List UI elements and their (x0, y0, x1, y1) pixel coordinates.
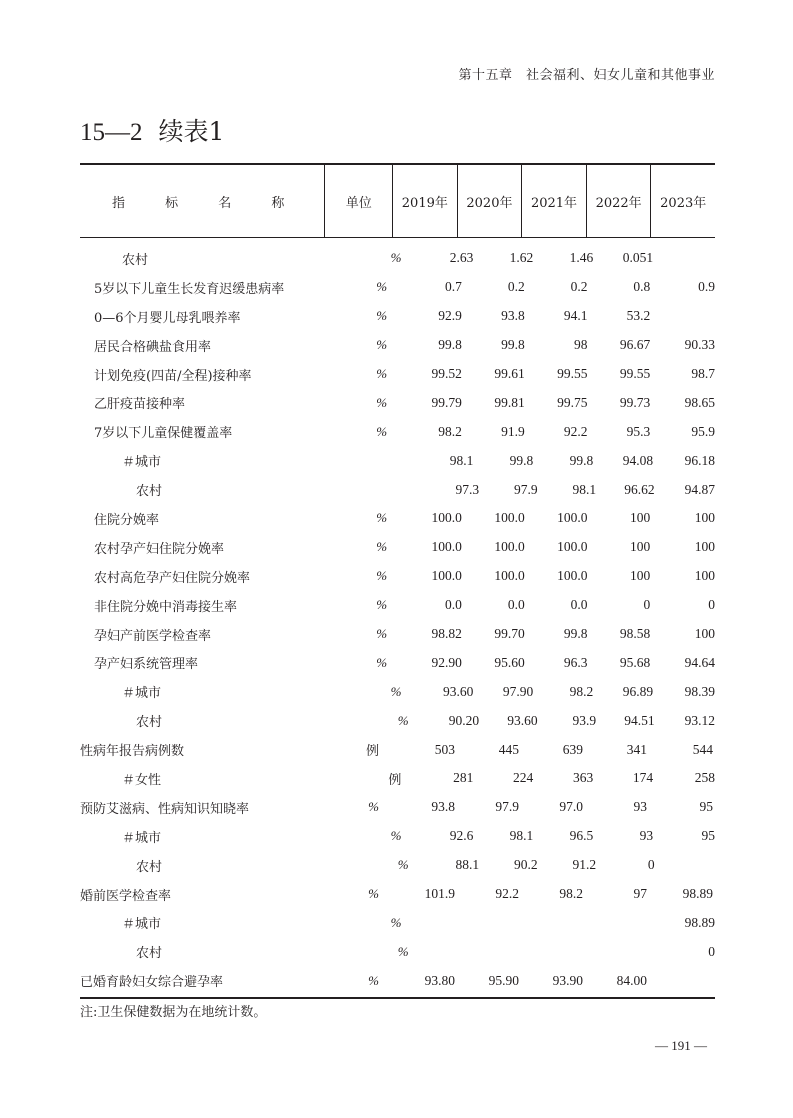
table-cell: 100 (694, 510, 715, 526)
row-label: 孕产妇系统管理率 (94, 657, 199, 673)
table-row (80, 388, 715, 417)
row-unit: 例 (365, 744, 379, 760)
table-cell: 93 (633, 799, 647, 815)
table-cell: 94.51 (624, 712, 655, 728)
table-header (80, 165, 715, 238)
table-cell: 0 (708, 597, 715, 613)
table-row (80, 735, 715, 764)
table-row (80, 591, 715, 620)
table-row (80, 822, 715, 851)
row-label: ＃城市 (122, 917, 162, 933)
table-cell: 98.7 (691, 366, 715, 381)
table-cell: 258 (694, 770, 715, 786)
row-label: 非住院分娩中消毒接生率 (94, 599, 238, 615)
table-cell: 93.90 (552, 972, 583, 988)
table-cell: 101.9 (424, 886, 455, 902)
table-cell: 100 (694, 539, 715, 555)
row-unit: % (376, 308, 388, 324)
table-cell: 94.87 (684, 481, 715, 497)
table-row (80, 908, 715, 937)
footnote: 注:卫生保健数据为在地统计数。 (80, 1005, 267, 1020)
row-unit: % (390, 250, 402, 266)
table-cell: 100 (630, 568, 651, 584)
table-row (80, 504, 715, 533)
row-label: 5岁以下儿童生长发育迟缓患病率 (94, 281, 285, 297)
table-cell: 99.8 (509, 452, 534, 468)
table-cell: 100.0 (494, 568, 525, 584)
row-unit: % (390, 914, 402, 930)
table-row (80, 273, 715, 302)
table-row (80, 706, 715, 735)
table-cell: 0.2 (507, 279, 525, 295)
table-cell: 98.58 (619, 626, 651, 642)
row-label: 已婚育龄妇女综合避孕率 (80, 975, 224, 991)
row-unit: % (376, 654, 388, 670)
table-cell: 98.1 (509, 828, 534, 844)
table-cell: 100 (694, 568, 715, 584)
row-label: 住院分娩率 (94, 512, 160, 528)
table-cell: 544 (692, 741, 713, 757)
table-cell: 0.2 (570, 279, 588, 295)
table-cell: 95.3 (626, 423, 651, 439)
table-row (80, 244, 715, 273)
table-cell: 92.2 (495, 886, 519, 902)
table-cell: 94.08 (622, 452, 654, 468)
table-cell: 93.8 (501, 308, 525, 324)
row-unit: 例 (388, 772, 402, 788)
table-cell: 90.33 (684, 337, 715, 353)
table-cell: 100.0 (431, 568, 462, 584)
column-header-year: 2023年 (660, 195, 707, 211)
table-cell: 94.64 (684, 654, 715, 670)
table-cell: 98 (573, 337, 588, 353)
table-cell: 98.1 (572, 481, 597, 497)
table-cell: 0 (647, 857, 655, 873)
row-unit: % (376, 337, 388, 353)
table-cell: 100.0 (557, 510, 588, 526)
table-cell: 639 (562, 741, 583, 757)
table-row (80, 793, 715, 822)
row-label: 农村高危孕产妇住院分娩率 (94, 570, 251, 586)
table-cell: 174 (632, 770, 654, 786)
row-label: 预防艾滋病、性病知识知晓率 (80, 801, 250, 817)
table-cell: 97.0 (559, 799, 583, 815)
table-cell: 92.90 (431, 654, 462, 670)
table-cell: 99.52 (431, 366, 462, 381)
table-cell: 100.0 (494, 510, 525, 526)
table-cell: 98.2 (559, 886, 583, 902)
row-label: 农村 (136, 484, 163, 500)
table-cell: 0.7 (445, 279, 462, 295)
table-cell: 100 (694, 626, 715, 642)
table-cell: 98.2 (569, 683, 594, 699)
row-unit: % (376, 394, 388, 410)
table-cell: 99.61 (494, 366, 525, 381)
table-cell: 90.20 (448, 712, 480, 728)
table-row (80, 880, 715, 909)
table-cell: 98.65 (684, 394, 715, 410)
table-cell: 98.89 (684, 914, 715, 930)
table-cell: 95.90 (488, 972, 519, 988)
table-title-text: 续表1 (158, 117, 225, 146)
table-cell: 92.2 (563, 423, 588, 439)
row-label: ＃城市 (122, 830, 162, 846)
data-table (80, 163, 715, 999)
table-cell: 503 (434, 741, 455, 757)
table-cell: 100 (630, 539, 651, 555)
column-header-name: 指 标 名 称 (80, 165, 325, 237)
table-cell: 98.39 (684, 683, 715, 699)
row-label: 乙肝疫苗接种率 (94, 397, 186, 413)
table-row (80, 562, 715, 591)
table-cell: 96.62 (624, 481, 655, 497)
table-body (80, 238, 715, 997)
table-row (80, 475, 715, 504)
table-cell: 99.8 (501, 337, 525, 353)
row-label: 农村 (136, 715, 163, 731)
row-unit: % (390, 828, 402, 844)
table-cell: 97.90 (502, 683, 534, 699)
table-cell: 0.9 (698, 279, 715, 295)
table-cell: 100 (630, 510, 651, 526)
table-row (80, 648, 715, 677)
table-title (80, 112, 224, 148)
table-cell: 96.5 (569, 828, 594, 844)
table-cell: 1.46 (569, 250, 594, 266)
table-cell: 100.0 (431, 510, 462, 526)
row-unit: % (376, 539, 388, 555)
row-unit: % (376, 279, 388, 295)
row-label: 农村 (136, 859, 163, 875)
table-cell: 93 (639, 828, 654, 844)
table-cell: 95.9 (691, 423, 715, 439)
table-row (80, 302, 715, 331)
row-unit: % (397, 712, 409, 728)
table-cell: 91.2 (572, 857, 597, 873)
table-cell: 96.67 (619, 337, 651, 353)
table-cell: 99.55 (557, 366, 588, 381)
table-cell: 92.6 (449, 828, 474, 844)
table-cell: 93.60 (507, 712, 538, 728)
table-cell: 224 (513, 770, 534, 786)
table-row (80, 966, 715, 995)
table-cell: 97.9 (495, 799, 519, 815)
table-cell: 0.0 (507, 597, 525, 613)
table-cell: 0.0 (570, 597, 588, 613)
table-cell: 0.8 (633, 279, 651, 295)
table-cell: 99.75 (557, 394, 588, 410)
column-header-year: 2020年 (458, 165, 523, 237)
row-label: 计划免疫(四苗/全程)接种率 (94, 368, 252, 384)
table-cell: 94.1 (563, 308, 588, 324)
table-cell: 0.0 (445, 597, 462, 613)
table-cell: 53.2 (626, 308, 651, 324)
table-row (80, 417, 715, 446)
table-cell: 91.9 (501, 423, 525, 439)
table-cell: 95.60 (494, 654, 525, 670)
row-label: ＃城市 (122, 455, 162, 471)
table-row (80, 620, 715, 649)
table-row (80, 360, 715, 389)
table-row (80, 851, 715, 880)
table-cell: 1.62 (509, 250, 534, 266)
table-cell: 93.8 (431, 799, 455, 815)
table-row (80, 331, 715, 360)
table-cell: 99.79 (431, 394, 462, 410)
table-cell: 96.18 (684, 452, 715, 468)
row-unit: % (397, 943, 409, 959)
table-cell: 97 (633, 886, 647, 902)
table-cell: 99.8 (438, 337, 462, 353)
table-cell: 95.68 (619, 654, 651, 670)
table-cell: 99.8 (563, 626, 588, 642)
table-cell: 281 (453, 770, 474, 786)
table-row (80, 446, 715, 475)
row-label: 0—6个月婴儿母乳喂养率 (94, 310, 241, 326)
row-label: 7岁以下儿童保健覆盖率 (94, 426, 233, 442)
table-cell: 99.73 (619, 394, 651, 410)
table-cell: 100.0 (557, 568, 588, 584)
row-unit: % (376, 510, 388, 526)
table-cell: 93.12 (684, 712, 715, 728)
table-cell: 2.63 (449, 250, 474, 266)
table-cell: 98.82 (431, 626, 462, 642)
row-unit: % (397, 857, 409, 873)
table-cell: 99.81 (494, 394, 525, 410)
table-cell: 100.0 (557, 539, 588, 555)
row-unit: % (368, 886, 379, 902)
table-cell: 90.2 (513, 857, 538, 873)
row-label: 居民合格碘盐食用率 (94, 339, 212, 355)
table-cell: 99.55 (619, 366, 651, 381)
table-cell: 98.2 (438, 423, 462, 439)
table-cell: 93.60 (442, 683, 474, 699)
table-row (80, 677, 715, 706)
table-cell: 100.0 (494, 539, 525, 555)
table-cell: 0 (708, 943, 715, 959)
column-header-year: 2022年 (587, 165, 652, 237)
row-unit: % (376, 568, 388, 584)
row-label: 性病年报告病例数 (80, 744, 185, 760)
table-cell: 99.70 (494, 626, 525, 642)
table-cell: 98.1 (449, 452, 474, 468)
table-cell: 96.89 (622, 683, 654, 699)
table-cell: 93.80 (424, 972, 455, 988)
chapter-header: 第十五章 社会福利、妇女儿童和其他事业 (458, 68, 715, 83)
row-label: ＃城市 (122, 686, 162, 702)
row-unit: % (376, 597, 388, 613)
table-cell: 95 (701, 828, 715, 844)
column-header-year: 2019年 (393, 165, 458, 237)
table-cell: 88.1 (455, 857, 480, 873)
table-cell: 93.9 (572, 712, 597, 728)
table-cell: 84.00 (616, 972, 647, 988)
row-label: 农村 (122, 252, 149, 268)
row-unit: % (376, 626, 388, 642)
table-cell: 0.051 (622, 250, 654, 266)
table-cell: 98.89 (682, 886, 713, 902)
table-cell: 341 (626, 741, 647, 757)
table-cell: 363 (572, 770, 594, 786)
table-row (80, 764, 715, 793)
column-header-year: 2021年 (522, 165, 587, 237)
column-header-unit: 单位 (325, 165, 393, 237)
table-cell: 92.9 (438, 308, 462, 324)
row-unit: % (368, 972, 379, 988)
table-row (80, 533, 715, 562)
table-cell: 100.0 (431, 539, 462, 555)
row-unit: % (390, 683, 402, 699)
table-cell: 445 (498, 741, 519, 757)
row-label: 婚前医学检查率 (80, 888, 172, 904)
table-number: 15—2 (80, 119, 143, 146)
table-cell: 99.8 (569, 452, 594, 468)
row-unit: % (376, 423, 388, 439)
row-label: 农村 (136, 946, 163, 962)
row-label: 农村孕产妇住院分娩率 (94, 541, 225, 557)
row-label: ＃女性 (122, 772, 162, 788)
table-cell: 97.9 (513, 481, 538, 497)
table-row (80, 937, 715, 966)
table-cell: 95 (699, 799, 713, 815)
row-unit: % (376, 366, 388, 381)
row-unit: % (368, 799, 379, 815)
row-label: 孕妇产前医学检查率 (94, 628, 212, 644)
table-cell: 96.3 (563, 654, 588, 670)
table-cell: 0 (643, 597, 651, 613)
table-cell: 97.3 (455, 481, 480, 497)
page-number: — 191 — (655, 1038, 707, 1053)
